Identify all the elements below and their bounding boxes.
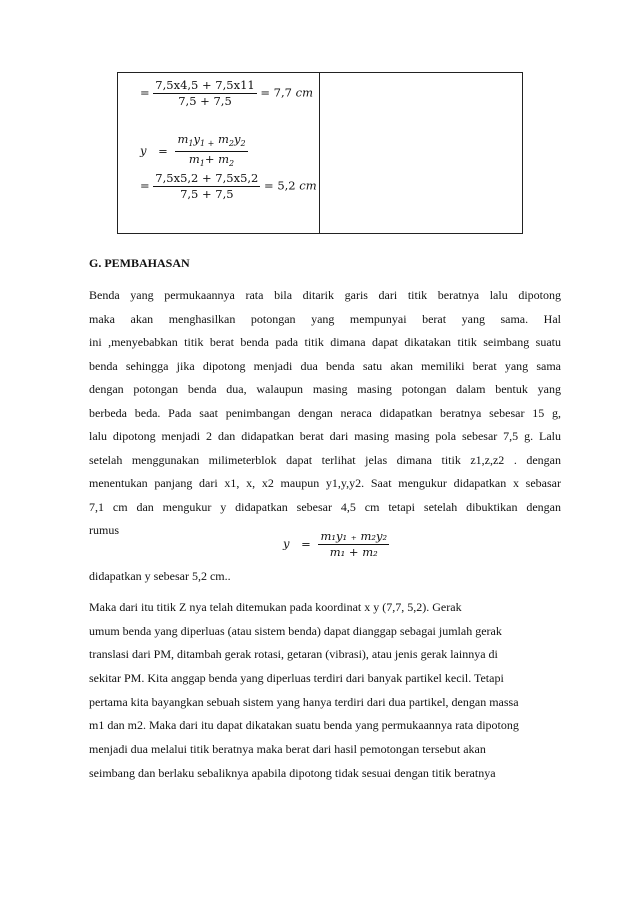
text-line: Benda yang permukaannya rata bila ditarik garis dari titik beratnya lalu dipotong [89,288,561,302]
symbol: m [177,132,189,146]
text-line: Maka dari itu titik Z nya telah ditemukan pada koordinat x y (7,7, 5,2). Gerak [89,600,462,614]
fraction-denominator: 7,5 + 7,5 [178,94,232,108]
subscript: 1 [188,139,194,148]
table-column-divider [319,72,320,234]
fraction-denominator: 7,5 + 7,5 [180,187,234,201]
fraction-numerator: m₁y₁ ₊ m₂y₂ [320,529,388,543]
text-line: benda sehingga jika dipotong menjadi dua benda satu akan memiliki berat yang sama [89,358,561,373]
subscript: 2 [229,159,235,168]
subscript: 2 [228,139,234,148]
symbol: y [193,132,200,146]
text-line: menjadi dua melalui titik beratnya maka berat dari hasil pemotongan tersebut akan [89,742,486,757]
result-value: = 5,2 [264,178,296,193]
text-line: umum benda yang diperluas (atau sistem benda) dapat dianggap sebagai jumlah gerak [89,623,502,638]
result-value: = 7,7 [260,85,292,100]
text-line: pertama kita bayangkan sebuah sistem yang hanya terdiri dari dua partikel, dengan massa [89,694,519,709]
fraction-numerator [175,132,247,152]
formula-center [283,529,389,560]
equals-sign: = [301,536,311,551]
fraction-denominator: m₁ + m₂ [329,545,378,559]
text-line: menentukan panjang dari x1, x, x2 maupun y1,y,y2. Saat mengukur didapatkan x sebasar [89,476,561,490]
equals-sign: = [140,85,150,100]
variable-y: y [140,143,147,158]
symbol: m [214,132,229,146]
paragraph-pembahasan [89,284,561,543]
text-line: translasi dari PM, ditambah gerak rotasi, getaran (vibrasi), atau jenis gerak lainnya di [89,647,498,662]
fraction [153,78,256,109]
text-line: berbeda beda. Pada saat penimbangan dengan neraca didapatkan beratnya sebesar 15 g, [89,405,561,420]
text-line: ini ,menyebabkan titik berat benda pada titik dimana dapat dikatakan titik seimbang suatu [89,335,561,349]
symbol: + m [204,152,230,166]
fraction [153,171,260,202]
fraction-numerator: 7,5x5,2 + 7,5x5,2 [155,171,259,185]
fraction [318,529,389,560]
subscript: 1 [199,159,205,168]
unit-label: cm [295,85,313,100]
text-line: seimbang dan berlaku sebaliknya apabila dipotong tidak sesuai dengan titik beratnya [89,765,496,780]
paragraph-gerak [89,596,561,786]
text-line: lalu dipotong menjadi 2 dan didapatkan berat dari masing masing pola sebesar 7,5 g. Lalu [89,429,561,443]
text-line: dengan potongan benda dua, walaupun masing masing potongan dalam bentuk yang [89,382,561,396]
subscript: 2 [240,139,246,148]
subscript: 1 + [199,139,215,148]
after-formula-text [89,565,561,589]
section-heading: G. PEMBAHASAN [89,256,190,270]
formula-y-result [140,171,317,202]
text-line: maka akan menghasilkan potongan yang mempunyai berat yang sama. Hal [89,311,561,326]
text-line: didapatkan y sebesar 5,2 cm.. [89,569,231,583]
unit-label: cm [299,178,317,193]
text-line: rumus [89,523,119,537]
text-line: 7,1 cm dan mengukur y didapatkan sebesar 4,5 cm tetapi setelah dibuktikan dengan [89,499,561,514]
equals-sign: = [158,143,168,158]
fraction-numerator: 7,5x4,5 + 7,5x11 [155,78,255,92]
text-line: sekitar PM. Kita anggap benda yang diperluas terdiri dari banyak partikel kecil. Tetapi [89,671,504,686]
equals-sign: = [140,178,150,193]
text-line: m1 dan m2. Maka dari itu dapat dikatakan suatu benda yang permukaannya rata dipotong [89,718,519,733]
fraction-denominator [187,152,236,171]
variable-y: y [283,536,290,551]
symbol: m [188,152,200,166]
text-line: setelah menggunakan milimeterblok dapat terlihat jelas dimana titik z1,z,z2 . dengan [89,452,561,467]
formula-x-result [140,78,313,109]
fraction [175,132,247,171]
symbol: y [233,132,241,146]
formula-y-general [140,132,248,171]
